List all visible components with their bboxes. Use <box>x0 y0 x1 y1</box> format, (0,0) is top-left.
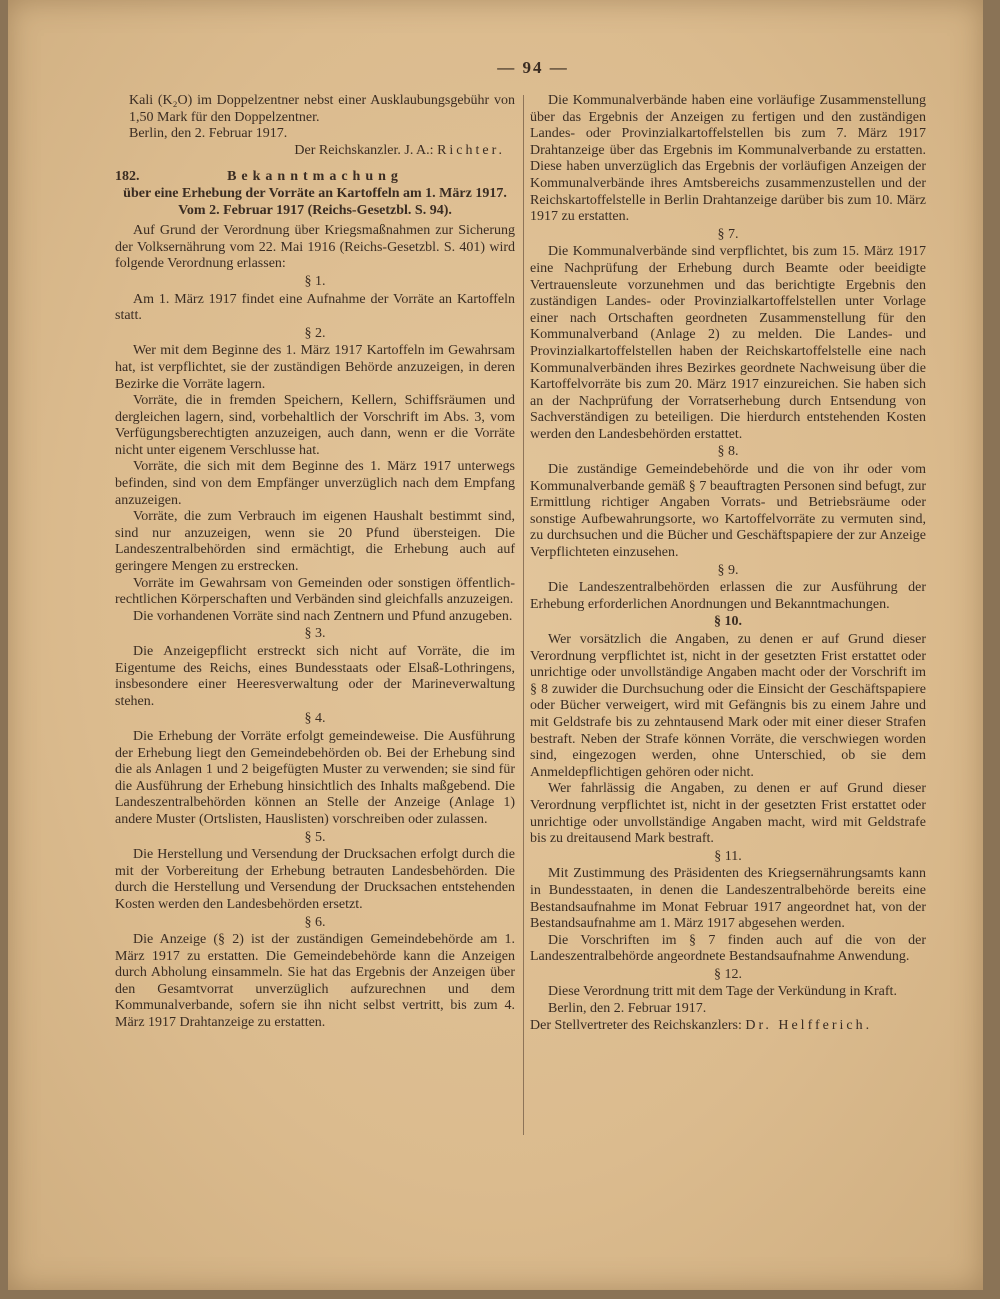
paragraph: Vorräte, die sich mit dem Beginne des 1. März 1917 unterwegs befinden, sind von dem Empfänger unverzüglich nach dem Empfang anzuzeigen. <box>115 459 515 508</box>
section-heading: § 8. <box>717 444 739 460</box>
closing-date: Berlin, den 2. Februar 1917. <box>548 1001 707 1017</box>
paragraph: Diese Verordnung tritt mit dem Tage der Verkündung in Kraft. <box>548 984 897 1000</box>
signature-prefix: Der Reichskanzler. J. A.: <box>294 142 434 158</box>
paragraph: Wer fahrlässig die Angaben, zu denen er auf Grund dieser Verordnung verpflichtet ist, nicht in der gesetzten Frist erstattet oder unrichtige oder unvollständige Angaben macht, wird mit Geldstrafe bis zu dreitausend Mark bestraft. <box>530 781 926 847</box>
paragraph: Die Herstellung und Versendung der Drucksachen erfolgt durch die mit der Vorbereitung der Erhebung betrauten Landesbehörden. Die durch die Herstellung und Versendung der Drucksachen entstehenden Kosten werden den Landesbehörden ersetzt. <box>115 847 515 912</box>
paragraph: Die Vorschriften im § 7 finden auch auf die von der Landeszentralbehörde angeordnete Bestandsaufnahme Anwendung. <box>530 932 926 965</box>
document-page <box>8 0 983 1290</box>
paragraph: Vorräte im Gewahrsam von Gemeinden oder sonstigen öffentlich-rechtlichen Körperschaften und Verbänden sind gleichfalls anzuzeigen. <box>115 575 515 608</box>
section-heading: § 9. <box>717 562 739 578</box>
column-divider <box>523 95 524 1135</box>
entry-title: Bekanntmachung <box>227 169 403 185</box>
signature-name: Richter. <box>437 142 505 158</box>
section-heading: § 2. <box>304 325 326 341</box>
paragraph: Die Anzeigepflicht erstreckt sich nicht auf Vorräte, die im Eigentume des Reichs, eines Bundesstaats oder Elsaß-Lothringens, insbesondere einer Heeresverwaltung oder der Marineverwaltung stehen. <box>115 644 515 709</box>
section-heading: § 4. <box>304 711 326 727</box>
entry-number: 182. <box>115 169 140 185</box>
paragraph: Die Anzeige (§ 2) ist der zuständigen Gemeindebehörde am 1. März 1917 zu erstatten. Die Gemeindebehörde kann die Anzeigen durch Abholung einsammeln. Sie hat das Ergebnis der Anzeigen über den Gesamtvorrat unverzüglich aufzurechnen und dem Kommunalverbande, sofern sie ihn nicht selbst vertritt, bis zum 4. März 1917 Drahtanzeige zu erstatten. <box>115 932 515 1031</box>
section-heading: § 7. <box>717 226 739 242</box>
paragraph: Vorräte, die in fremden Speichern, Kellern, Schiffsräumen und dergleichen lagern, sind, vorbehaltlich der Vorschrift im Abs. 3, vom Verfügungsberechtigten anzuzeigen, auch dann, wenn er die Vorräte nicht unter eigenem Verschlusse hat. <box>115 393 515 458</box>
entry-heading <box>115 169 515 186</box>
previous-entry-tail: Kali (K₂O) im Doppelzentner nebst einer Ausklaubungsgebühr von 1,50 Mark für den Doppelzentner. <box>129 93 515 125</box>
section-heading: § 10. <box>714 614 742 630</box>
signature-name: Dr. Helfferich. <box>745 1017 873 1033</box>
paragraph: Die Erhebung der Vorräte erfolgt gemeindeweise. Die Ausführung der Erhebung liegt den Gemeindebehörden ob. Bei der Erhebung sind die als Anlagen 1 und 2 beigefügten Muster zu verwenden; sie sind für die Ausführung der Erhebung hinsichtlich des Inhalts maßgebend. Die Landeszentralbehörden können an Stelle der Anzeige (Anlage 1) andere Muster (Ortslisten, Hauslisten) vorschreiben oder zulassen. <box>115 728 515 827</box>
paragraph: Die zuständige Gemeindebehörde und die von ihr oder vom Kommunalverbande gemäß § 7 beauftragten Personen sind befugt, zur Ermittlung richtiger Angaben Vorrats- und Betriebsräume oder sonstige Aufbewahrungsorte, wo Kartoffelvorräte zu vermuten sind, zu durchsuchen und die Bücher und Geschäftspapiere der zur Anzeige Verpflichteten einzusehen. <box>530 462 926 561</box>
preamble: Auf Grund der Verordnung über Kriegsmaßnahmen zur Sicherung der Volksernährung vom 22. Mai 1916 (Reichs-Gesetzbl. S. 401) wird folgende Verordnung erlassen: <box>115 223 515 272</box>
section-heading: § 5. <box>304 829 326 845</box>
signature-prefix: Der Stellvertreter des Reichskanzlers: <box>530 1017 742 1033</box>
paragraph: Die Kommunalverbände haben eine vorläufige Zusammenstellung über das Ergebnis der Anzeigen zu fertigen und den zuständigen Landes- oder Provinzialkartoffelstellen bis zum 7. März 1917 Drahtanzeige über das Ergebnis im Kommunalverbande zu erstatten. Diese haben unverzüglich das Ergebnis der vorläufigen Anzeigen der Kommunalverbände ihres Amtsbereichs zusammenzustellen und der Reichskartoffelstelle in Berlin Drahtanzeige darüber bis zum 10. März 1917 zu erstatten. <box>530 93 926 225</box>
paragraph: Die Kommunalverbände sind verpflichtet, bis zum 15. März 1917 eine Nachprüfung der Erhebung durch Beamte oder beeidigte Vertrauensleute vorzunehmen und das berichtigte Ergebnis den zuständigen Landes- oder Provinzialkartoffelstellen unter Vorlage einer nach Ortschaften geordneten Zusammenstellung für den Kommunalverband (Anlage 2) zu melden. Die Landes- und Provinzialkartoffelstellen haben der Reichskartoffelstelle eine nach Kommunalverbänden ihres Bezirkes geordnete Nachweisung über die Kartoffelvorräte bis zum 20. März 1917 einzureichen. Sie haben sich an der Nachprüfung der Vorratserhebung durch Entsendung von Sachverständigen zu beteiligen. Die hierdurch entstehenden Kosten werden den Landesbehörden erstattet. <box>530 244 926 442</box>
section-heading: § 6. <box>304 914 326 930</box>
section-heading: § 11. <box>714 848 742 864</box>
section-heading: § 3. <box>304 626 326 642</box>
left-column <box>115 93 515 1032</box>
paragraph: Mit Zustimmung des Präsidenten des Kriegsernährungsamts kann in Bundesstaaten, in denen die Landeszentralbehörde bereits eine Bestandsaufnahme im Monat Februar 1917 angeordnet hat, von der Bestandsaufnahme am 1. März 1917 abgesehen werden. <box>530 866 926 932</box>
paragraph: Die Landeszentralbehörden erlassen die zur Ausführung der Erhebung erforderlichen Anordnungen und Bekanntmachungen. <box>530 580 926 612</box>
section-heading: § 12. <box>714 966 742 982</box>
previous-entry-date: Berlin, den 2. Februar 1917. <box>129 126 288 142</box>
page-number: — 94 — <box>497 58 569 77</box>
paragraph: Vorräte, die zum Verbrauch im eigenen Haushalt bestimmt sind, sind nur anzuzeigen, wenn sie 20 Pfund übersteigen. Die Landeszentralbehörden sind ermächtigt, die Erhebung auch auf geringere Mengen zu erstrecken. <box>115 509 515 575</box>
right-column <box>530 93 926 1034</box>
section-heading: § 1. <box>304 273 326 289</box>
previous-entry-signature <box>115 143 515 160</box>
paragraph: Wer mit dem Beginne des 1. März 1917 Kartoffeln im Gewahrsam hat, ist verpflichtet, sie der zuständigen Behörde anzuzeigen, in deren Bezirke die Vorräte lagern. <box>115 343 515 392</box>
paragraph: Die vorhandenen Vorräte sind nach Zentnern und Pfund anzugeben. <box>133 608 513 624</box>
closing-signature <box>530 1018 926 1035</box>
paragraph: Am 1. März 1917 findet eine Aufnahme der Vorräte an Kartoffeln statt. <box>115 291 515 324</box>
paragraph: Wer vorsätzlich die Angaben, zu denen er auf Grund dieser Verordnung verpflichtet ist, nicht in der gesetzten Frist erstattet oder unrichtige oder unvollständige Angaben macht oder der Vorschrift im § 8 zuwider die Durchsuchung oder die Einsicht der Geschäftspapiere oder Bücher verweigert, wird mit Gefängnis bis zu einem Jahre und mit Geldstrafe bis zu zehntausend Mark oder mit einer dieser Strafen bestraft. Neben der Strafe können Vorräte, die verschwiegen worden sind, eingezogen werden, ohne Unterschied, ob sie dem Anmeldepflichtigen gehören oder nicht. <box>530 632 926 780</box>
entry-subtitle: über eine Erhebung der Vorräte an Kartoffeln am 1. März 1917. Vom 2. Februar 1917 (Reichs-Gesetzbl. S. 94). <box>123 185 507 218</box>
